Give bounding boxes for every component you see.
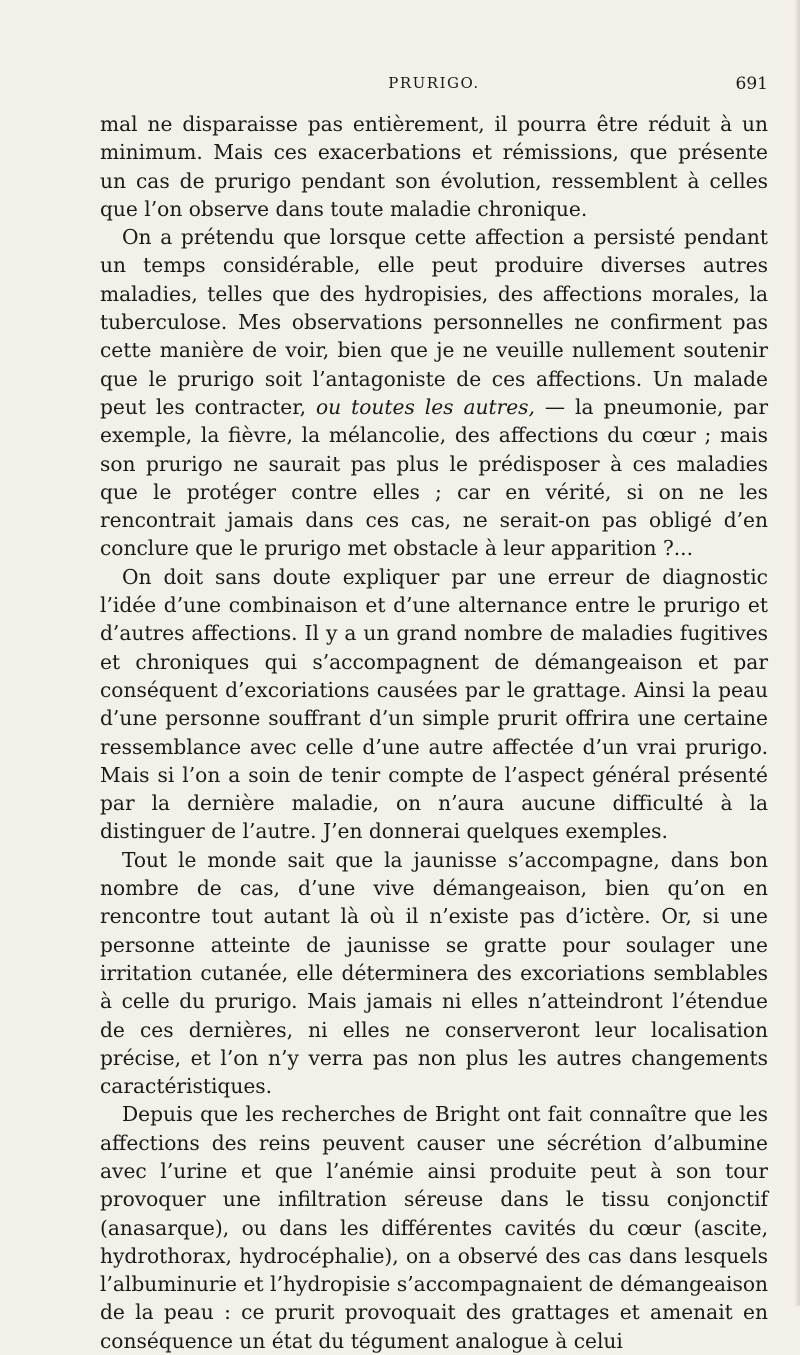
page-edge: [794, 0, 800, 1306]
paragraph-2-start: On a prétendu que lorsque cette affection a persisté pendant un temps considérable, elle peut produire diverses autres maladies, telles que des hydropisies, des affections morales, la tuberculose. Mes observations personnelles ne confirment pas cette manière de voir, bien que je ne veuille nullement soutenir que le prurigo soit l’antagoniste de ces affections. Un malade peut les contracter,: [100, 225, 768, 419]
paragraph-5: Depuis que les recherches de Bright ont fait connaître que les affections des reins peuvent causer une sécrétion d’albumine avec l’urine et que l’anémie ainsi produite peut à son tour provoquer une infiltration séreuse dans le tissu conjonctif (anasarque), ou dans les différentes cavités du cœur (ascite, hydrothorax, hydrocéphalie), on a observé des cas dans lesquels l’albuminurie et l’hydropisie s’accompagnaient de démangeaison de la peau : ce prurit provoquait des grattages et amenait en conséquence un état du tégument analogue à celui: [100, 1102, 768, 1353]
paragraph-1: mal ne disparaisse pas entièrement, il pourra être réduit à un minimum. Mais ces exacerbations et rémissions, que présente un cas de prurigo pendant son évolution, ressemblent à celles que l’on observe dans toute maladie chronique.: [100, 112, 768, 221]
page-header: [100, 74, 768, 100]
paragraph-4: Tout le monde sait que la jaunisse s’accompagne, dans bon nombre de cas, d’une vive démangeaison, bien qu’on en rencontre tout autant là où il n’existe pas d’ictère. Or, si une personne atteinte de jaunisse se gratte pour soulager une irritation cutanée, elle déterminera des excoriations semblables à celle du prurigo. Mais jamais ni elles n’atteindront l’étendue de ces dernières, ni elles ne conserveront leur localisation précise, et l’on n’y verra pas non plus les autres changements caractéristiques.: [100, 847, 768, 1099]
paragraph-2-end: — la pneumonie, par exemple, la fièvre, la mélancolie, des affections du cœur ; mais son prurigo ne saurait pas plus le prédisposer à ces maladies que le protéger contre elles ; car en vérité, si on ne les rencontrait jamais dans ces cas, ne serait-on pas obligé d’en conclure que le prurigo met obstacle à leur apparition ?...: [100, 394, 768, 561]
paragraph-2: [100, 223, 768, 563]
paragraph-3: On doit sans doute expliquer par une erreur de diagnostic l’idée d’une combinaison et d’une alternance entre le prurigo et d’autres affections. Il y a un grand nombre de maladies fugitives et chroniques qui s’accompagnent de démangeaison et par conséquent d’excoriations causées par le grattage. Ainsi la peau d’une personne souffrant d’un simple prurit offrira une certaine ressemblance avec celle d’une autre affectée d’un vrai prurigo. Mais si l’on a soin de tenir compte de l’aspect général présenté par la dernière maladie, on n’aura aucune difficulté à la distinguer de l’autre. J’en donnerai quelques exemples.: [100, 564, 768, 844]
page-number: 691: [735, 74, 768, 94]
running-title: PRURIGO.: [388, 74, 480, 92]
body-text: [100, 110, 768, 1355]
paragraph-2-italic: ou toutes les autres,: [316, 394, 535, 419]
